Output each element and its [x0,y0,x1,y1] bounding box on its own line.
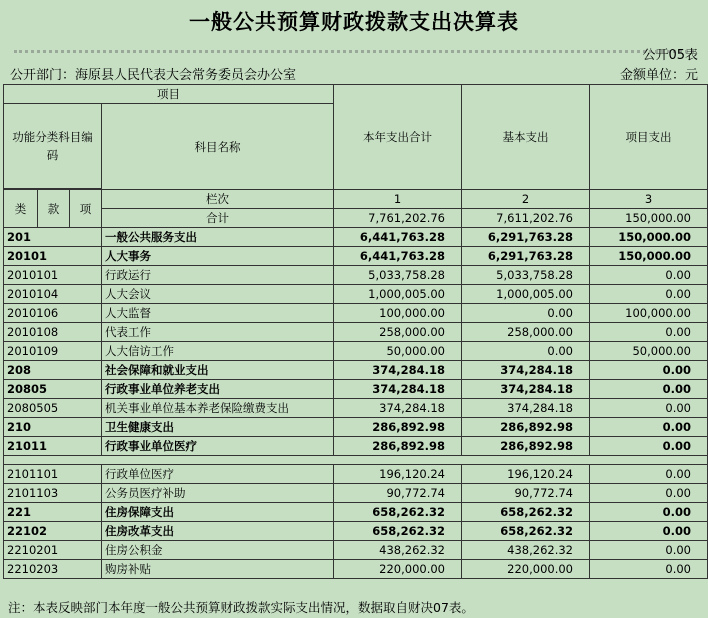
amount-total: 196,120.24 [334,465,462,484]
amount-total: 220,000.00 [334,560,462,579]
subject-name: 人大监督 [102,304,334,323]
table-row [4,380,708,399]
amount-basic: 220,000.00 [462,560,590,579]
amount-total: 374,284.18 [334,399,462,418]
amount-basic: 6,291,763.28 [462,247,590,266]
amount-total: 374,284.18 [334,361,462,380]
amount-project: 150,000.00 [590,247,708,266]
amount-project: 0.00 [590,418,708,437]
subject-name: 人大会议 [102,285,334,304]
department-label: 公开部门：海原县人民代表大会常务委员会办公室 [10,68,297,83]
table-row [4,560,708,579]
header-xiang: 项 [70,190,102,228]
table-row [4,361,708,380]
amount-basic: 374,284.18 [462,361,590,380]
subject-code: 2101101 [4,465,102,484]
subject-code: 2010101 [4,266,102,285]
amount-basic: 196,120.24 [462,465,590,484]
amount-project: 0.00 [590,560,708,579]
table-row [4,266,708,285]
subject-name: 行政单位医疗 [102,465,334,484]
header-total: 本年支出合计 [334,85,462,190]
amount-project: 0.00 [590,437,708,456]
table-row [4,399,708,418]
subject-code: 21011 [4,437,102,456]
col-number-1: 1 [334,190,462,209]
amount-basic: 658,262.32 [462,503,590,522]
amount-project: 150,000.00 [590,228,708,247]
subject-code: 2010104 [4,285,102,304]
header-lanci: 栏次 [102,190,334,209]
amount-total: 1,000,005.00 [334,285,462,304]
total-label: 合计 [102,209,334,228]
subject-name: 住房改革支出 [102,522,334,541]
table-row [4,418,708,437]
amount-total: 374,284.18 [334,380,462,399]
table-row [4,285,708,304]
amount-project: 0.00 [590,522,708,541]
amount-project: 0.00 [590,541,708,560]
subject-code: 2210203 [4,560,102,579]
total-project: 150,000.00 [590,209,708,228]
amount-total: 658,262.32 [334,522,462,541]
amount-project: 0.00 [590,503,708,522]
subject-name: 一般公共服务支出 [102,228,334,247]
amount-basic: 0.00 [462,304,590,323]
subject-name: 公务员医疗补助 [102,484,334,503]
amount-project: 100,000.00 [590,304,708,323]
header-basic: 基本支出 [462,85,590,190]
subject-code: 2210201 [4,541,102,560]
amount-basic: 90,772.74 [462,484,590,503]
subject-code: 2010108 [4,323,102,342]
amount-basic: 374,284.18 [462,380,590,399]
expenditure-table [3,84,708,579]
amount-project: 0.00 [590,465,708,484]
amount-basic: 6,291,763.28 [462,228,590,247]
amount-total: 658,262.32 [334,503,462,522]
table-row [4,247,708,266]
header-item: 项目 [4,85,334,104]
subject-code: 2101103 [4,484,102,503]
subject-code: 22102 [4,522,102,541]
amount-basic: 374,284.18 [462,399,590,418]
table-row [4,323,708,342]
amount-total: 438,262.32 [334,541,462,560]
subject-name: 机关事业单位基本养老保险缴费支出 [102,399,334,418]
total-amount: 7,761,202.76 [334,209,462,228]
subject-name: 代表工作 [102,323,334,342]
report-title: 一般公共预算财政拨款支出决算表 [189,10,519,34]
subject-name: 购房补贴 [102,560,334,579]
amount-total: 286,892.98 [334,437,462,456]
amount-basic: 1,000,005.00 [462,285,590,304]
dotted-divider [14,50,694,53]
amount-total: 6,441,763.28 [334,247,462,266]
amount-total: 6,441,763.28 [334,228,462,247]
table-row [4,522,708,541]
subject-code: 2080505 [4,399,102,418]
table-row [4,541,708,560]
amount-total: 258,000.00 [334,323,462,342]
amount-total: 5,033,758.28 [334,266,462,285]
amount-project: 0.00 [590,484,708,503]
amount-basic: 438,262.32 [462,541,590,560]
amount-project: 0.00 [590,380,708,399]
subject-name: 行政事业单位医疗 [102,437,334,456]
subject-name: 住房公积金 [102,541,334,560]
table-row [4,342,708,361]
table-row [4,228,708,247]
subject-code: 2010106 [4,304,102,323]
col-number-3: 3 [590,190,708,209]
amount-basic: 5,033,758.28 [462,266,590,285]
amount-total: 100,000.00 [334,304,462,323]
amount-project: 0.00 [590,266,708,285]
amount-basic: 286,892.98 [462,418,590,437]
footnote: 注：本表反映部门本年度一般公共预算财政拨款实际支出情况，数据取自财决07表。 [8,600,474,615]
amount-project: 0.00 [590,361,708,380]
subject-name: 卫生健康支出 [102,418,334,437]
subject-name: 行政运行 [102,266,334,285]
subject-code: 2010109 [4,342,102,361]
total-basic: 7,611,202.76 [462,209,590,228]
subject-name: 住房保障支出 [102,503,334,522]
table-row [4,503,708,522]
amount-basic: 286,892.98 [462,437,590,456]
amount-basic: 658,262.32 [462,522,590,541]
table-row [4,465,708,484]
subject-name: 社会保障和就业支出 [102,361,334,380]
col-number-2: 2 [462,190,590,209]
amount-total: 90,772.74 [334,484,462,503]
header-func-code: 功能分类科目编码 [4,104,102,189]
table-row [4,304,708,323]
subject-code: 221 [4,503,102,522]
subject-name: 行政事业单位养老支出 [102,380,334,399]
amount-project: 0.00 [590,323,708,342]
table-row [4,484,708,503]
amount-basic: 0.00 [462,342,590,361]
table-number: 公开05表 [642,48,698,63]
amount-total: 286,892.98 [334,418,462,437]
table-row [4,437,708,456]
total-row [4,209,708,228]
amount-total: 50,000.00 [334,342,462,361]
amount-project: 50,000.00 [590,342,708,361]
amount-project: 0.00 [590,285,708,304]
amount-basic: 258,000.00 [462,323,590,342]
header-kuan: 款 [38,190,70,228]
amount-project: 0.00 [590,399,708,418]
subject-code: 210 [4,418,102,437]
subject-name: 人大事务 [102,247,334,266]
subject-code: 20101 [4,247,102,266]
subject-code: 208 [4,361,102,380]
subject-name: 人大信访工作 [102,342,334,361]
subject-code: 20805 [4,380,102,399]
header-lei: 类 [4,190,38,228]
subject-code: 201 [4,228,102,247]
row-gap [4,456,708,465]
header-subject-name: 科目名称 [102,104,334,190]
unit-label: 金额单位：元 [619,68,698,83]
header-project: 项目支出 [590,85,708,190]
